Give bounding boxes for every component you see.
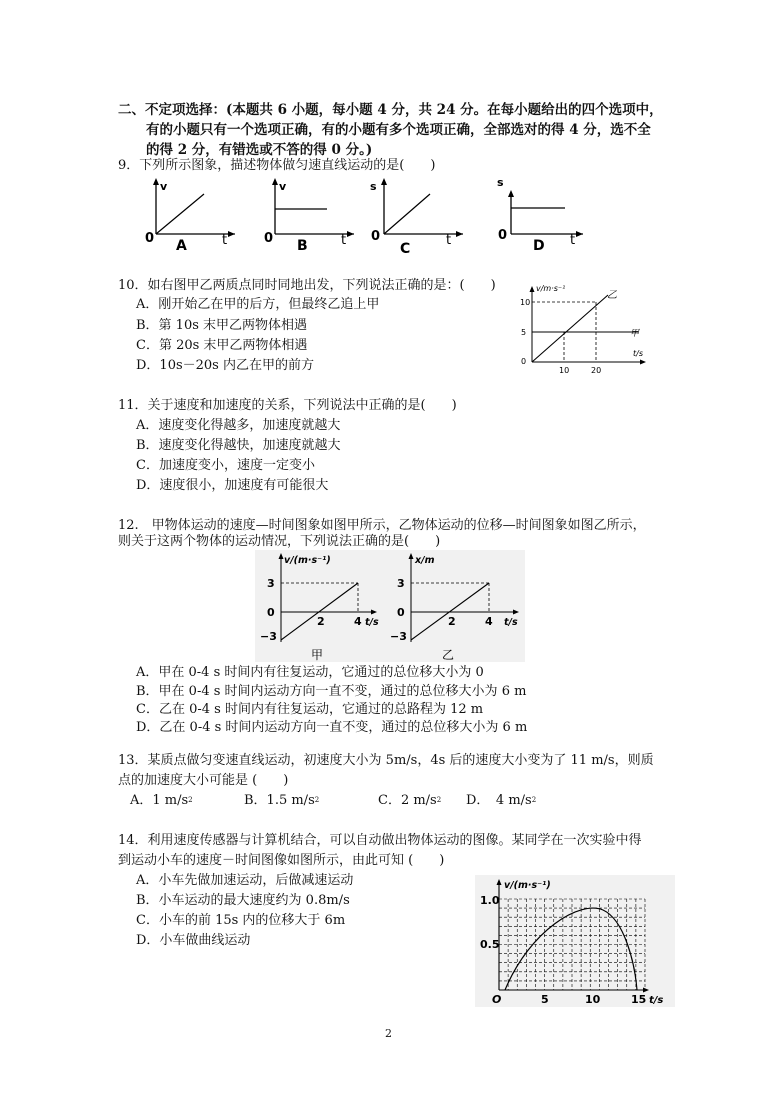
q11-option-b: B．速度变化得越快，加速度就越大 (136, 438, 341, 453)
q12-jia-x-tick-4: 4 (354, 615, 362, 628)
q13-option-c: C．2 $m/s^2$ (378, 793, 442, 808)
q13-option-b: B．1.5 $m/s^2$ (244, 793, 320, 808)
q11-option-d: D．速度很小，加速度有可能很大 (136, 478, 329, 493)
q10-line-yi-label: 乙 (607, 290, 617, 301)
q9-a-yaxis: v (160, 180, 168, 193)
q10-y-tick-0: 0 (521, 357, 527, 366)
q12-yi-x-label: t/s (504, 617, 518, 628)
q9-c-yaxis: s (370, 180, 377, 193)
q10-y-tick-5: 5 (521, 328, 527, 337)
q11-stem: 11．关于速度和加速度的关系，下列说法中正确的是( ) (118, 398, 457, 413)
q12-yi-y-tick-0: 0 (397, 606, 405, 619)
q14-x-tick-15: 15 (631, 993, 647, 1006)
q9-a-origin: 0 (145, 231, 155, 246)
q12-jia-y-tick-3: 3 (267, 577, 275, 590)
section-header-line2: 有的小题只有一个选项正确，有的小题有多个选项正确，全部选对的得 4 分，选不全 (146, 122, 651, 138)
q10-y-tick-10: 10 (520, 298, 531, 307)
q14-option-c: C．小车的前 15s 内的位移大于 6m (136, 913, 346, 928)
q12-stem-line1: 12. 甲物体运动的速度—时间图象如图甲所示，乙物体运动的位移—时间图象如图乙所示， (118, 518, 646, 533)
q12-option-c: C．乙在 0-4 s 时间内有往复运动，它通过的总路程为 12 m (136, 702, 484, 717)
q14-option-d: D．小车做曲线运动 (136, 933, 251, 948)
q13-option-d: D． 4 $m/s^2$ (466, 793, 537, 808)
q10-x-tick-10: 10 (559, 366, 570, 375)
q12-yi-y-label: x/m (415, 555, 435, 566)
q10-graph (510, 280, 650, 375)
q12-yi-x-tick-2: 2 (448, 615, 456, 628)
q12-stem-line2: 则关于这两个物体的运动情况，下列说法正确的是( ) (118, 534, 441, 549)
q9-c-label: C (400, 241, 411, 257)
q14-stem-line1: 14．利用速度传感器与计算机结合，可以自动做出物体运动的图像。某同学在一次实验中得 (118, 833, 642, 848)
q12-option-a: A．甲在 0-4 s 时间内有往复运动，它通过的总位移大小为 0 (136, 665, 484, 680)
q9-graph-d (495, 172, 595, 252)
q9-b-xaxis: t (341, 233, 347, 248)
q9-a-xaxis: t (222, 233, 228, 248)
q9-b-origin: 0 (264, 231, 274, 246)
q14-option-a: A．小车先做加速运动，后做减速运动 (136, 873, 354, 888)
q10-option-b: B．第 10s 末甲乙两物体相遇 (136, 318, 308, 333)
q12-option-d: D．乙在 0-4 s 时间内运动方向一直不变，通过的总位移大小为 6 m (136, 720, 528, 735)
section-header-line1: 二、不定项选择：(本题共 6 小题，每小题 4 分，共 24 分。在每小题给出的四个选项中， (118, 102, 663, 118)
q12-option-b: B．甲在 0-4 s 时间内运动方向一直不变，通过的总位移大小为 6 m (136, 684, 527, 699)
q14-graph (475, 875, 675, 1007)
q14-y-tick-05: 0.5 (480, 938, 500, 951)
section-header-line3: 的得 2 分，有错选或不答的得 0 分。) (146, 142, 373, 158)
q10-stem: 10．如右图甲乙两质点同时同地出发，下列说法正确的是：( ) (118, 278, 496, 293)
q14-x-tick-5: 5 (541, 993, 549, 1006)
q9-d-label: D (533, 238, 545, 254)
q9-c-xaxis: t (446, 233, 452, 248)
q12-figure (255, 550, 525, 662)
q14-option-b: B．小车运动的最大速度约为 0.8m/s (136, 893, 350, 908)
q9-graph-a (140, 172, 240, 252)
q12-yi-y-tick-neg3: −3 (390, 630, 407, 643)
q12-jia-y-label: v/(m·s⁻¹) (284, 555, 331, 566)
q14-stem-line2: 到运动小车的速度－时间图像如图所示，由此可知 ( ) (118, 853, 445, 868)
q14-y-tick-1: 1.0 (480, 894, 500, 907)
q11-option-c: C．加速度变小，速度一定变小 (136, 458, 315, 473)
q14-x-label: t/s (649, 995, 664, 1006)
q10-option-a: A．刚开始乙在甲的后方，但最终乙追上甲 (136, 297, 380, 312)
q9-b-yaxis: v (279, 180, 287, 193)
q9-d-origin: 0 (498, 228, 508, 243)
q9-d-xaxis: t (570, 233, 576, 248)
q12-jia-y-tick-0: 0 (267, 606, 275, 619)
q9-c-origin: 0 (371, 229, 381, 244)
q12-jia-x-tick-2: 2 (317, 615, 325, 628)
q10-option-d: D．10s－20s 内乙在甲的前方 (136, 358, 314, 373)
q9-a-label: A (176, 238, 187, 254)
q10-x-label: t/s (633, 349, 643, 358)
q13-stem-line2: 点的加速度大小可能是 ( ) (118, 773, 289, 788)
q12-yi-y-tick-3: 3 (397, 577, 405, 590)
q10-y-label: v/m·s⁻¹ (536, 284, 566, 293)
q14-x-tick-10: 10 (585, 993, 601, 1006)
q10-line-jia-label: 甲 (630, 329, 640, 339)
q12-jia-y-tick-neg3: −3 (260, 630, 277, 643)
q9-graph-b (259, 172, 359, 252)
q11-option-a: A．速度变化得越多，加速度就越大 (136, 418, 341, 433)
q12-jia-x-label: t/s (365, 617, 379, 628)
q14-origin: O (492, 993, 502, 1006)
q13-stem-line1: 13．某质点做匀变速直线运动，初速度大小为 5m/s，4s 后的速度大小变为了 11 m/s，则质 (118, 753, 654, 768)
q13-option-a: A．1 $m/s^2$ (130, 793, 193, 808)
q9-b-label: B (297, 238, 308, 254)
page-number: 2 (385, 1027, 392, 1040)
q14-y-label: v/(m·s⁻¹) (504, 880, 551, 891)
q9-graph-c (368, 172, 468, 257)
q9-stem: 9．下列所示图象，描述物体做匀速直线运动的是( ) (118, 158, 436, 173)
q12-yi-x-tick-4: 4 (485, 615, 493, 628)
q10-option-c: C．第 20s 末甲乙两物体相遇 (136, 338, 308, 353)
q10-x-tick-20: 20 (591, 366, 602, 375)
q12-yi-caption: 乙 (442, 648, 455, 662)
q9-d-yaxis: s (497, 176, 504, 189)
q12-jia-caption: 甲 (311, 648, 324, 662)
